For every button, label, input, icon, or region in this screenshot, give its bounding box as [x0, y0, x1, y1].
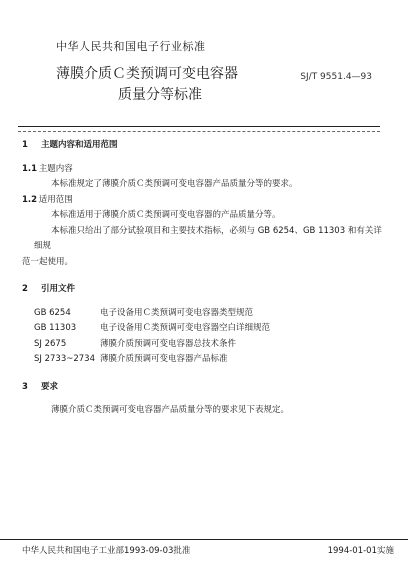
section-number: 1 — [22, 140, 28, 150]
reference-code: GB 11303 — [34, 323, 77, 333]
standard-title-line1: 薄膜介质Ｃ类预调可变电容器 — [56, 66, 238, 82]
section-number: 1.2 — [22, 194, 38, 205]
standard-number: SJ/T 9551.4—93 — [300, 72, 372, 82]
section-title: 引用文件 — [40, 284, 75, 294]
paragraph: 本标准适用于薄膜介质Ｃ类预调可变电容器的产品质量分等。 — [51, 210, 281, 220]
section-1-heading — [22, 138, 382, 154]
paragraph-continuation: 范一起使用。 — [22, 256, 74, 267]
paragraph: 本标准规定了薄膜介质Ｃ类预调可变电容器产品质量分等的要求。 — [51, 179, 298, 189]
header-divider — [18, 126, 380, 127]
section-title: 适用范围 — [38, 194, 73, 205]
reference-title: 电子设备用Ｃ类预调可变电容器类型规范 — [100, 307, 254, 318]
section-title: 要求 — [40, 381, 58, 392]
reference-item — [34, 321, 382, 337]
section-number: 3 — [22, 381, 28, 392]
section-number: 2 — [22, 284, 28, 294]
standard-title-line2: 质量分等标准 — [118, 87, 202, 103]
document-body — [22, 138, 382, 419]
paragraph: 本标准只给出了部分试验项目和主要技术指标，必须与 GB 6254、GB 11303 和有关详细规 — [34, 225, 382, 251]
reference-code: SJ 2675 — [34, 338, 67, 349]
section-title: 主题内容 — [38, 163, 73, 174]
section-2-heading — [22, 282, 382, 298]
section-title: 主题内容和适用范围 — [40, 140, 118, 150]
paragraph: 薄膜介质Ｃ类预调可变电容器产品质量分等的要求见下表规定。 — [51, 405, 290, 415]
reference-title: 薄膜介质预调可变电容器产品标准 — [100, 354, 228, 364]
reference-item — [34, 337, 382, 353]
implementation-date: 1994-01-01实施 — [327, 546, 394, 556]
footer-divider — [0, 539, 408, 540]
approval-info: 中华人民共和国电子工业部1993-09-03批准 — [22, 546, 191, 556]
header-divider-dashed — [18, 131, 380, 132]
section-3-heading — [22, 380, 382, 396]
section-number: 1.1 — [22, 163, 38, 174]
reference-title: 电子设备用Ｃ类预调可变电容器空白详细规范 — [100, 323, 271, 333]
reference-code: SJ 2733~2734 — [34, 354, 95, 364]
standard-title — [56, 64, 238, 106]
reference-title: 薄膜介质预调可变电容器总技术条件 — [100, 338, 237, 349]
reference-item — [34, 352, 382, 368]
header-title: 中华人民共和国电子行业标准 — [56, 40, 206, 53]
section-1-2-heading — [22, 193, 382, 209]
section-1-1-heading — [22, 162, 382, 178]
reference-code: GB 6254 — [34, 307, 71, 318]
reference-item — [34, 306, 382, 322]
reference-list — [34, 306, 382, 368]
